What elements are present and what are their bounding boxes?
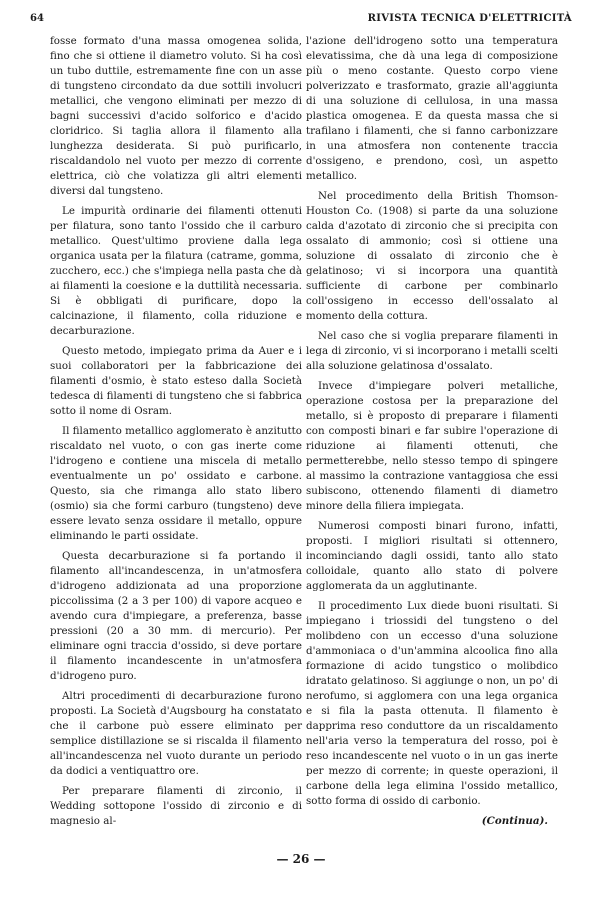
running-header — [30, 13, 572, 29]
paragraph: Invece d'impiegare polveri metalliche, operazione costosa per la preparazione del metallo, si è proposto di preparare i filamenti con composti binari e far subire l'operazione di riduzione ai filamenti ottenuti, che permetterebbe, nello stesso tempo di spingere al massimo la contrazione vantaggiosa che essi subiscono, ottenendo filamenti di diametro minore della filiera impiegata. — [306, 380, 558, 512]
paragraph: fosse formato d'una massa omogenea solida, fino che si ottiene il diametro voluto. Si ha così un tubo duttile, estremamente fine con un asse di tungsteno circondato da due sottili involucri metallici, che vengono eliminati per mezzo di bagni successivi d'acido solforico e d'acido cloridrico. Si taglia allora il filamento alla lunghezza desiderata. Si può purificarlo, riscaldandolo nel vuoto per mezzo di corrente elettrica, ciò che volatizza gli altri elementi diversi dal tungsteno. — [50, 35, 302, 197]
left-column — [50, 34, 302, 834]
paragraph: l'azione dell'idrogeno sotto una temperatura elevatissima, che dà una lega di composizione più o meno costante. Questo corpo viene polverizzato e trasformato, grazie all'aggiunta di una soluzione di cellulosa, in una massa plastica omogenea. E da questa massa che si trafilano i filamenti, che si fanno carbonizzare in una atmosfera non contenente traccia d'ossigeno, e prendono, così, un aspetto metallico. — [306, 35, 558, 182]
page-number: 64 — [30, 13, 44, 24]
continued-note: (Continua). — [481, 815, 548, 827]
paragraph: Le impurità ordinarie dei filamenti ottenuti per filatura, sono tanto l'ossido che il carburo metallico. Quest'ultimo proviene dalla lega organica usata per la filatura (catrame, gomma, zucchero, ecc.) che s'impiega nella pasta che dà ai filamenti la coesione e la duttilità necessaria. Si è obbligati di purificare, dopo la calcinazione, il filamento, colla riduzione e decarburazione. — [50, 205, 302, 337]
paragraph: Numerosi composti binari furono, infatti, proposti. I migliori risultati si ottennero, incominciando dagli ossidi, tanto allo stato colloidale, quanto allo stato di polvere agglomerata da un agglutinante. — [306, 520, 558, 592]
journal-title: RIVISTA TECNICA D'ELETTRICITÀ — [367, 13, 572, 24]
paragraph: Il filamento metallico agglomerato è anzitutto riscaldato nel vuoto, o con gas inerte come l'idrogeno e contiene una miscela di metallo eventualmente un po' ossidato e carbone. Questo, sia che rimanga allo stato libero (osmio) sia che formi carburo (tungsteno) deve essere levato senza ossidare il metallo, oppure eliminando le parti ossidate. — [50, 425, 302, 542]
paragraph: Questo metodo, impiegato prima da Auer e i suoi collaboratori per la fabbricazione dei filamenti d'osmio, è stato esteso dalla Società tedesca di filamenti di tungsteno che si fabbrica sotto il nome di Osram. — [50, 345, 302, 417]
page-footer: — 26 — — [276, 852, 326, 866]
paragraph: Questa decarburazione si fa portando il filamento all'incandescenza, in un'atmosfera d'idrogeno addizionata ad una proporzione piccolissima (2 a 3 per 100) di vapore acqueo e avendo cura d'impiegare, a preferenza, basse pressioni (20 a 30 mm. di mercurio). Per eliminare ogni traccia d'ossido, si deve portare il filamento incandescente in un'atmosfera d'idrogeno puro. — [50, 550, 302, 682]
paragraph: Per preparare filamenti di zirconio, il Wedding sottopone l'ossido di zirconio e di magnesio al- — [50, 785, 302, 827]
paragraph: Altri procedimenti di decarburazione furono proposti. La Società d'Augsbourg ha constatato che il carbone può essere eliminato per semplice distillazione se si riscalda il filamento all'incandescenza nel vuoto durante un periodo da dodici a ventiquattro ore. — [50, 690, 302, 777]
right-column — [306, 34, 558, 834]
paragraph: Nel caso che si voglia preparare filamenti in lega di zirconio, vi si incorporano i metalli scelti alla soluzione gelatinosa d'ossalato. — [306, 330, 558, 372]
paragraph: Il procedimento Lux diede buoni risultati. Si impiegano i triossidi del tungsteno o del molibdeno con un eccesso d'una soluzione d'ammoniaca o d'un'ammina alcoolica fino alla formazione di acido tungstico o molibdico idratato gelatinoso. Si aggiunge o non, un po' di nerofumo, si agglomera con una lega organica e si fila la pasta ottenuta. Il filamento è dapprima reso conduttore da un riscaldamento nell'aria verso la temperatura del rosso, poi è reso incandescente nel vuoto o in un gas inerte per mezzo di corrente; in queste operazioni, il carbone della lega elimina l'ossido metallico, sotto forma di ossido di carbonio. — [306, 600, 558, 807]
paragraph: Nel procedimento della British Thomson-Houston Co. (1908) si parte da una soluzione calda d'azotato di zirconio che si precipita con ossalato di ammonio; così si ottiene una soluzione di ossalato di zirconio che è gelatinoso; vi si incorpora una quantità sufficiente di carbone per combinarlo coll'ossigeno in eccesso dell'ossalato al momento della cottura. — [306, 190, 558, 322]
